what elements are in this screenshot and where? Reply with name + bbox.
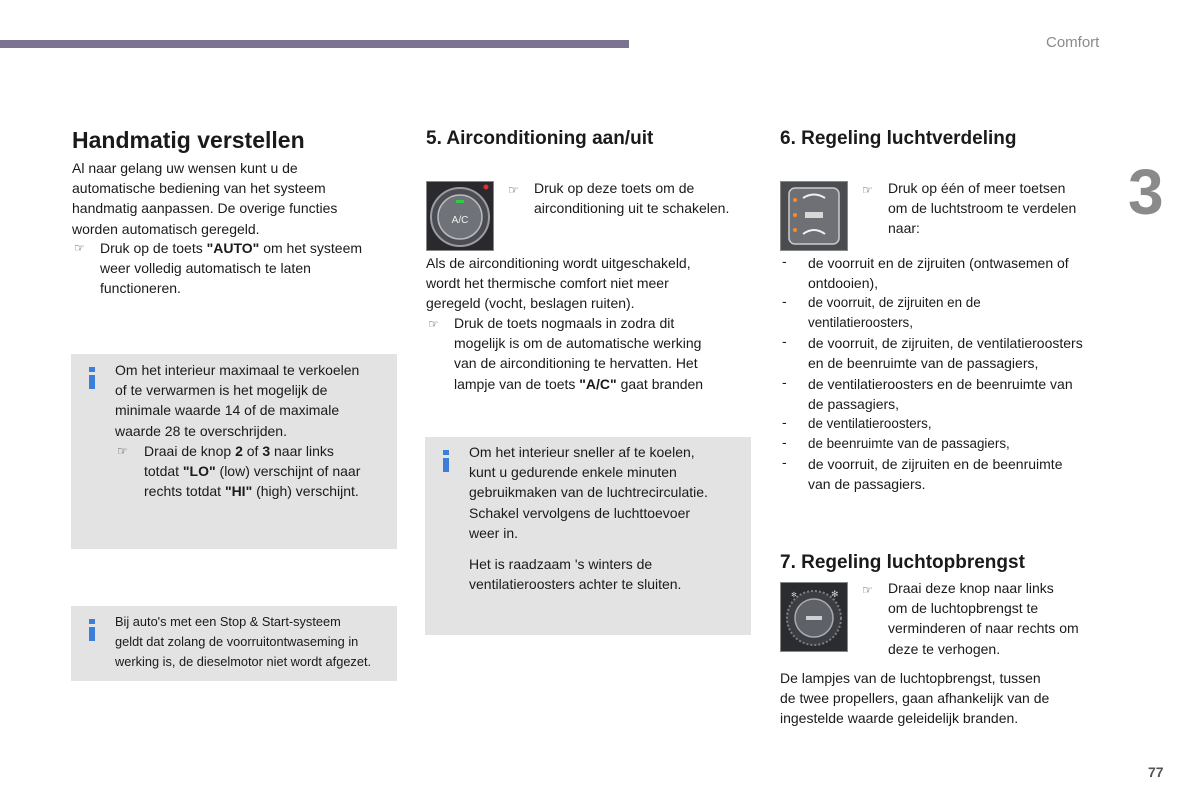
- hand-pointer-icon: ☞: [117, 444, 128, 458]
- list-item: de ventilatieroosters en de beenruimte van de passagiers,: [808, 376, 1073, 413]
- list-item: de voorruit, de zijruiten en de beenruimte van de passagiers.: [808, 456, 1063, 493]
- hand-pointer-icon: ☞: [508, 183, 519, 197]
- list-item: de beenruimte van de passagiers,: [808, 436, 1010, 451]
- heading-handmatig: Handmatig verstellen: [72, 127, 305, 153]
- list-item: de voorruit, de zijruiten en de ventilatieroosters,: [808, 295, 981, 331]
- hand-pointer-icon: ☞: [428, 317, 439, 331]
- fan-speed-paragraph: De lampjes van de luchtopbrengst, tussen de twee propellers, gaan afhankelijk van de ingestelde waarde geleidelijk branden.: [780, 670, 1050, 727]
- info-box-temperature: [71, 354, 397, 549]
- chapter-number: 3: [1128, 156, 1164, 228]
- info-recirculation-text: Om het interieur sneller af te koelen, kunt u gedurende enkele minuten gebruikmaken van de luchtrecirculatie. Schakel vervolgens de luchttoevoer weer in.: [469, 444, 708, 541]
- ac-knob-label: A/C: [451, 215, 469, 226]
- heading-airconditioning: 5. Airconditioning aan/uit: [426, 128, 654, 149]
- hand-pointer-icon: ☞: [862, 183, 873, 197]
- step-fan-speed: Draai deze knop naar links om de luchtopbrengst te verminderen of naar rechts om deze te verhogen.: [888, 580, 1079, 657]
- info-winter-text: Het is raadzaam 's winters de ventilatieroosters achter te sluiten.: [469, 556, 682, 593]
- svg-text:✻: ✻: [791, 592, 797, 599]
- step-ac-off: Druk op deze toets om de airconditioning uit te schakelen.: [534, 180, 730, 217]
- info-stop-start-text: Bij auto's met een Stop & Start-systeem geldt dat zolang de voorruitontwaseming in werking is, de dieselmotor niet wordt afgezet.: [115, 614, 372, 670]
- distribution-buttons-graphic: [781, 182, 847, 250]
- info-temperature-step: Draai de knop 2 of 3 naar links totdat "LO" (low) verschijnt of naar rechts totdat "HI" (high) verschijnt.: [144, 443, 361, 500]
- info-temperature-text: Om het interieur maximaal te verkoelen of te verwarmen is het mogelijk de minimale waarde 14 of de maximale waarde 28 te overschrijden.: [115, 362, 360, 439]
- fan-knob-graphic: [781, 583, 847, 651]
- hand-pointer-icon: ☞: [862, 583, 873, 597]
- air-distribution-panel-photo: [780, 181, 848, 251]
- list-item: de voorruit, de zijruiten, de ventilatieroosters en de beenruimte van de passagiers,: [808, 335, 1083, 372]
- list-item: de voorruit en de zijruiten (ontwasemen of ontdooien),: [808, 255, 1069, 292]
- info-box-recirculation: [425, 437, 751, 635]
- hand-pointer-icon: ☞: [74, 241, 85, 255]
- step-ac-on: Druk de toets nogmaals in zodra dit mogelijk is om de automatische werking van de airconditioning te hervatten. Het lampje van de toets "A/C" gaat branden: [454, 315, 704, 392]
- section-label: Comfort: [1046, 34, 1100, 51]
- ac-paragraph: Als de airconditioning wordt uitgeschakeld, wordt het thermische comfort niet meer geregeld (vocht, beslagen ruiten).: [426, 255, 691, 312]
- heading-luchtverdeling: 6. Regeling luchtverdeling: [780, 128, 1017, 149]
- intro-paragraph: Al naar gelang uw wensen kunt u de automatische bediening van het systeem handmatig aanpassen. De overige functies worden automatisch geregeld.: [72, 160, 338, 237]
- step-auto: Druk op de toets "AUTO" om het systeem weer volledig automatisch te laten functioneren.: [100, 240, 363, 297]
- step-distribution: Druk op één of meer toetsen om de luchtstroom te verdelen naar:: [888, 180, 1077, 237]
- info-box-stop-start: [71, 606, 397, 681]
- ac-button-photo: [426, 181, 494, 251]
- ac-knob-graphic: [427, 182, 493, 250]
- heading-luchtopbrengst: 7. Regeling luchtopbrengst: [780, 552, 1025, 573]
- page-number: 77: [1148, 764, 1164, 780]
- svg-text:✻: ✻: [831, 589, 839, 599]
- fan-speed-knob-photo: [780, 582, 848, 652]
- header-accent-bar: [0, 40, 629, 48]
- list-item: de ventilatieroosters,: [808, 416, 932, 431]
